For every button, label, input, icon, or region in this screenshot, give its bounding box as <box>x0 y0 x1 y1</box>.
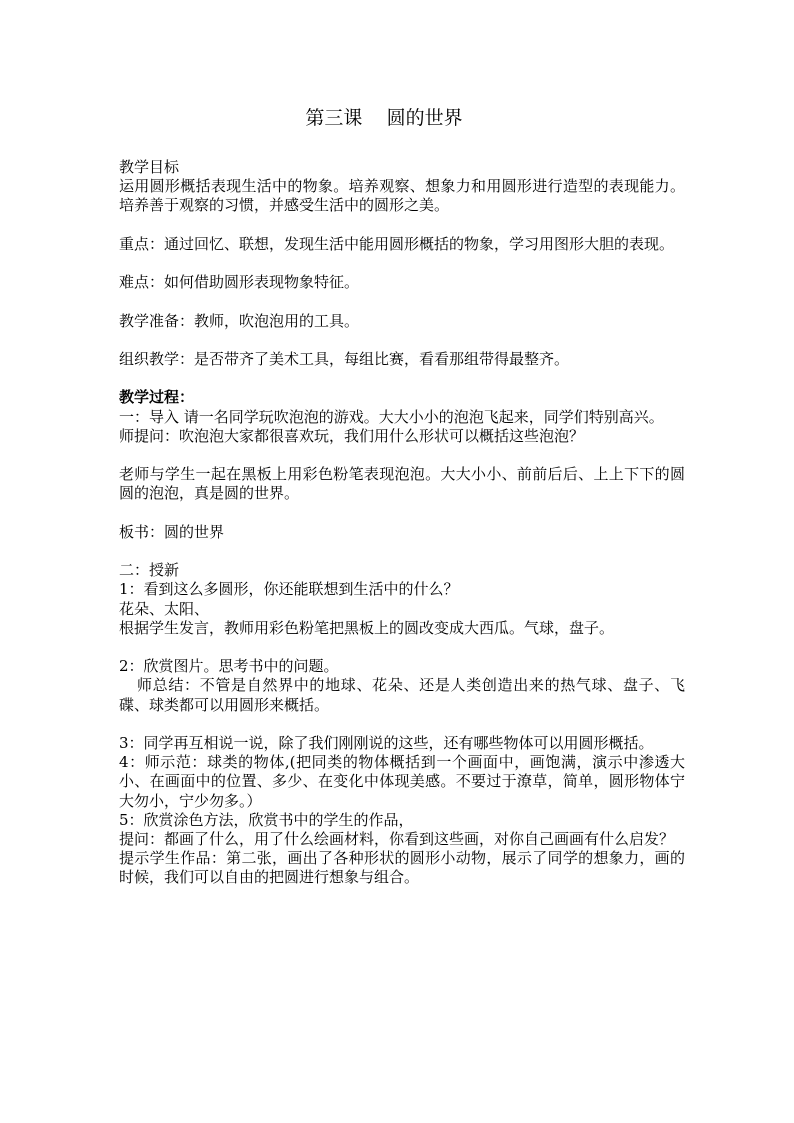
document-body <box>119 158 685 888</box>
paragraph-blackboard-bubbles: 老师与学生一起在黑板上用彩色粉笔表现泡泡。大大小小、前前后后、上上下下的圆圆的泡泡，真是圆的世界。 <box>119 465 685 503</box>
paragraph-objectives: 运用圆形概括表现生活中的物象。培养观察、想象力和用圆形进行造型的表现能力。培养善于观察的习惯，并感受生活中的圆形之美。 <box>119 177 685 215</box>
paragraph-answers: 花朵、太阳、 <box>119 599 210 618</box>
paragraph-step-1: 1：看到这么多圆形，你还能联想到生活中的什么？ <box>119 580 459 599</box>
section-heading-process: 教学过程： <box>119 388 195 407</box>
spacer <box>119 254 685 273</box>
spacer <box>119 216 685 235</box>
paragraph-student-work: 提示学生作品：第二张，画出了各种形状的圆形小动物，展示了同学的想象力，画的时候，我们可以自由的把圆进行想象与组合。 <box>119 849 685 887</box>
spacer <box>119 638 685 657</box>
paragraph-step-2: 2：欣赏图片。思考书中的问题。 <box>119 657 339 676</box>
paragraph-preparation: 教学准备：教师，吹泡泡用的工具。 <box>119 311 360 330</box>
paragraph-student-responses: 根据学生发言，教师用彩色粉笔把黑板上的圆改变成大西瓜。气球，盘子。 <box>119 618 615 637</box>
section-heading-new-lesson: 二：授新 <box>119 561 180 580</box>
paragraph-key-points: 重点：通过回忆、联想，发现生活中能用圆形概括的物象，学习用图形大胆的表现。 <box>119 234 675 253</box>
paragraph-teacher-summary: 师总结：不管是自然界中的地球、花朵、还是人类创造出来的热气球、盘子、飞碟、球类都可以用圆形来概括。 <box>119 676 685 714</box>
paragraph-step-3: 3：同学再互相说一说，除了我们刚刚说的这些，还有哪些物体可以用圆形概括。 <box>119 733 654 752</box>
spacer <box>119 331 685 350</box>
spacer <box>119 542 685 561</box>
spacer <box>119 504 685 523</box>
spacer <box>119 715 685 734</box>
paragraph-question: 提问：都画了什么，用了什么绘画材料，你看到这些画，对你自己画画有什么启发？ <box>119 829 675 848</box>
paragraph-organization: 组织教学：是否带齐了美术工具，每组比赛，看看那组带得最整齐。 <box>119 349 570 368</box>
spacer <box>119 292 685 311</box>
paragraph-board-writing: 板书：圆的世界 <box>119 522 225 541</box>
paragraph-introduction: 一：导入 请一名同学玩吹泡泡的游戏。大大小小的泡泡飞起来，同学们特别高兴。 <box>119 407 664 426</box>
page-title: 第三课 圆的世界 <box>305 107 463 129</box>
paragraph-step-5: 5：欣赏涂色方法，欣赏书中的学生的作品， <box>119 810 414 829</box>
spacer <box>119 369 685 388</box>
paragraph-difficulties: 难点：如何借助圆形表现物象特征。 <box>119 273 360 292</box>
spacer <box>119 446 685 465</box>
paragraph-teacher-question: 师提问：吹泡泡大家都很喜欢玩，我们用什么形状可以概括这些泡泡？ <box>119 426 585 445</box>
paragraph-step-4: 4：师示范：球类的物体,(把同类的物体概括到一个画面中，画饱满，演示中渗透大小、在画面中的位置、多少、在变化中体现美感。不要过于潦草，简单，圆形物体宁大勿小，宁少勿多。） <box>119 753 685 810</box>
section-heading-objectives: 教学目标 <box>119 158 180 176</box>
